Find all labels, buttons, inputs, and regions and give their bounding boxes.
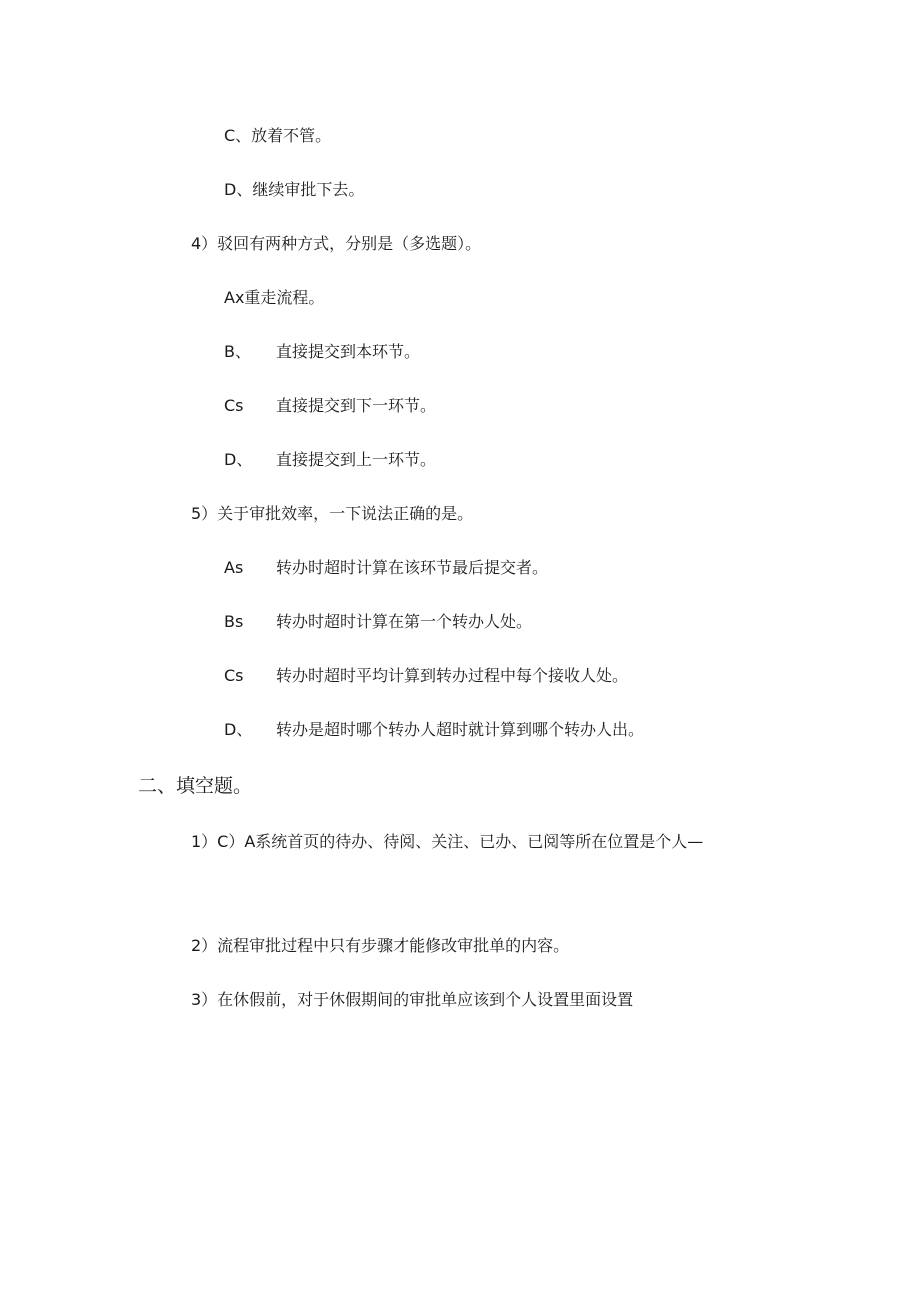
q4-option-c (224, 396, 436, 416)
q4-question: 4）驳回有两种方式，分别是（多选题）。 (191, 234, 482, 253)
option-text: 直接提交到下一环节。 (276, 396, 437, 415)
fill-blank-item-3: 3）在休假前，对于休假期间的审批单应该到个人设置里面设置 (191, 990, 634, 1009)
q3-option-c: C、放着不管。 (224, 126, 332, 145)
fill-blank-item-1: 1）C）A系统首页的待办、待阅、关注、已办、已阅等所在位置是个人— (191, 832, 704, 851)
option-letter: D、 (224, 720, 253, 739)
q4-option-d (224, 450, 436, 470)
q5-option-b (224, 612, 532, 632)
section-title-fill-blank: 二、填空题。 (138, 775, 253, 797)
option-text: 转办时超时平均计算到转办过程中每个接收人处。 (276, 666, 629, 685)
fill-blank-item-2: 2）流程审批过程中只有步骤才能修改审批单的内容。 (191, 936, 570, 955)
option-letter: Cs (224, 396, 244, 415)
option-text: 转办时超时计算在该环节最后提交者。 (276, 558, 549, 577)
q5-option-d (224, 720, 644, 740)
q5-option-c (224, 666, 628, 686)
option-text: 直接提交到上一环节。 (276, 450, 437, 469)
q4-option-a: Ax重走流程。 (224, 288, 325, 307)
option-text: 直接提交到本环节。 (276, 342, 421, 361)
option-letter: Cs (224, 666, 244, 685)
q5-question: 5）关于审批效率，一下说法正确的是。 (191, 504, 474, 523)
q3-option-d: D、继续审批下去。 (224, 180, 365, 199)
option-letter: Bs (224, 612, 244, 631)
option-text: 转办时超时计算在第一个转办人处。 (276, 612, 533, 631)
option-letter: D、 (224, 450, 253, 469)
option-letter: As (224, 558, 244, 577)
q5-option-a (224, 558, 548, 578)
option-letter: B、 (224, 342, 251, 361)
option-text: 转办是超时哪个转办人超时就计算到哪个转办人出。 (276, 720, 645, 739)
q4-option-b (224, 342, 420, 362)
